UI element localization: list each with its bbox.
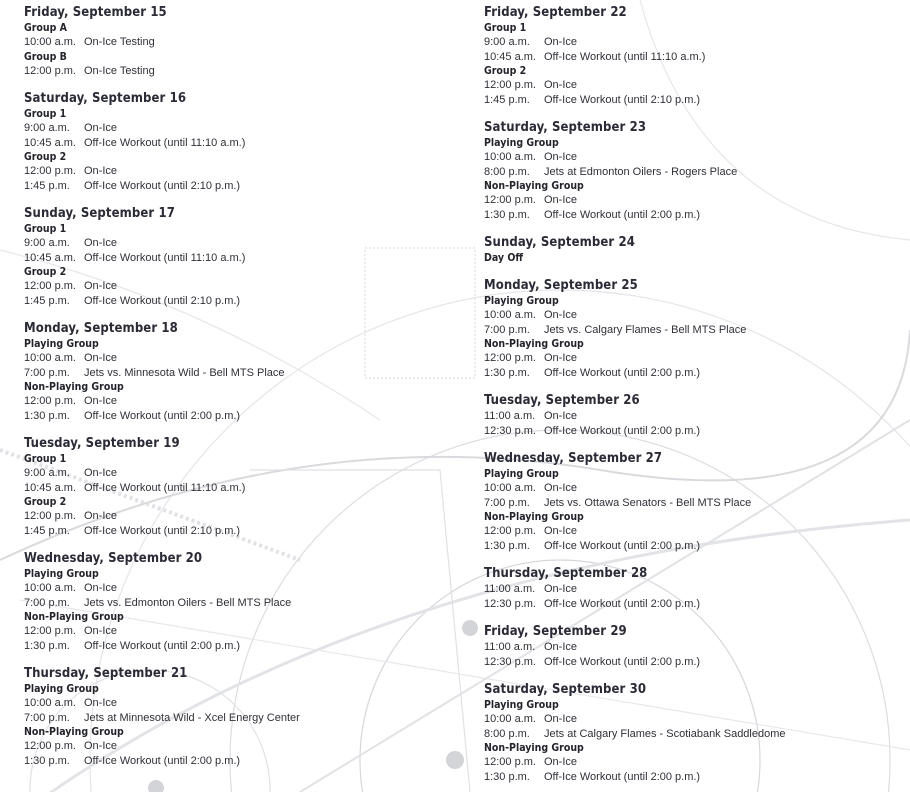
day-title: Wednesday, September 20	[24, 551, 203, 566]
schedule-row	[484, 640, 904, 655]
event-time: 10:45 a.m.	[484, 50, 536, 63]
event-time: 12:00 p.m.	[24, 395, 76, 407]
event-time: 10:00 a.m.	[24, 36, 76, 48]
event-description: On-Ice Testing	[84, 64, 155, 77]
event-description: Off-Ice Workout (until 2:00 p.m.)	[544, 539, 701, 552]
group-label: Playing Group	[24, 568, 99, 580]
group-label: Non-Playing Group	[484, 742, 584, 754]
event-description: On-Ice	[84, 237, 118, 249]
event-time: 7:00 p.m.	[24, 596, 70, 609]
schedule-row	[484, 208, 904, 223]
event-description: Off-Ice Workout (until 2:00 p.m.)	[544, 208, 701, 221]
event-description: Off-Ice Workout (until 2:00 p.m.)	[84, 639, 241, 652]
event-time: 9:00 a.m.	[24, 237, 70, 249]
day-title: Monday, September 25	[484, 278, 638, 293]
event-description: On-Ice	[544, 583, 578, 595]
schedule-row	[24, 366, 444, 381]
event-time: 10:45 a.m.	[24, 251, 76, 264]
schedule-row	[484, 78, 904, 93]
event-description: On-Ice	[544, 36, 578, 48]
event-time: 12:30 p.m.	[484, 424, 536, 437]
event-time: 7:00 p.m.	[484, 496, 530, 509]
schedule-row	[484, 582, 904, 597]
event-description: Jets vs. Ottawa Senators - Bell MTS Place	[544, 496, 752, 509]
event-time: 12:00 p.m.	[24, 280, 76, 292]
event-time: 12:00 p.m.	[24, 165, 76, 177]
event-description: On-Ice	[84, 582, 118, 594]
schedule-row	[484, 481, 904, 496]
schedule-row	[484, 93, 904, 108]
schedule-row	[24, 35, 444, 50]
day-block	[24, 665, 444, 768]
day-block	[484, 565, 904, 611]
group-label: Playing Group	[24, 338, 99, 350]
event-description: Jets vs. Edmonton Oilers - Bell MTS Place	[84, 596, 292, 609]
group-label: Non-Playing Group	[24, 726, 124, 738]
group-label: Non-Playing Group	[24, 381, 124, 393]
event-description: On-Ice	[544, 756, 578, 768]
event-description: Off-Ice Workout (until 2:00 p.m.)	[544, 366, 701, 379]
schedule-row	[24, 279, 444, 294]
day-block	[484, 623, 904, 669]
event-description: Jets at Edmonton Oilers - Rogers Place	[544, 165, 738, 178]
event-description: Off-Ice Workout (until 11:10 a.m.)	[84, 136, 246, 149]
event-time: 1:45 p.m.	[24, 179, 70, 192]
event-description: On-Ice	[544, 79, 578, 91]
event-description: Jets vs. Calgary Flames - Bell MTS Place	[544, 323, 747, 336]
event-description: On-Ice	[84, 740, 118, 752]
group-label: Playing Group	[484, 295, 559, 307]
event-time: 10:00 a.m.	[484, 713, 536, 725]
event-description: On-Ice	[84, 697, 118, 709]
event-description: On-Ice	[544, 641, 578, 653]
group-label: Playing Group	[484, 137, 559, 149]
event-time: 10:00 a.m.	[24, 697, 76, 709]
schedule-row	[484, 424, 904, 439]
event-time: 1:30 p.m.	[484, 539, 530, 552]
event-time: 12:00 p.m.	[484, 525, 536, 537]
group-label: Group 2	[24, 151, 67, 163]
group-label: Group 1	[24, 453, 67, 465]
event-description: On-Ice	[84, 625, 118, 637]
event-time: 1:45 p.m.	[24, 294, 70, 307]
group-label: Non-Playing Group	[484, 338, 584, 350]
event-time: 7:00 p.m.	[484, 323, 530, 336]
event-description: On-Ice	[544, 194, 578, 206]
schedule-row	[24, 121, 444, 136]
event-description: Jets vs. Minnesota Wild - Bell MTS Place	[84, 366, 285, 379]
day-title: Sunday, September 24	[484, 235, 635, 250]
event-time: 12:00 p.m.	[484, 352, 536, 364]
day-title: Saturday, September 16	[24, 91, 187, 106]
event-description: On-Ice	[84, 122, 118, 134]
event-description: Off-Ice Workout (until 2:00 p.m.)	[544, 424, 701, 437]
day-title: Wednesday, September 27	[484, 451, 663, 466]
group-label: Group 2	[484, 65, 527, 77]
event-time: 7:00 p.m.	[24, 711, 70, 724]
event-description: On-Ice Testing	[84, 36, 155, 48]
event-description: On-Ice	[544, 525, 578, 537]
event-time: 11:00 a.m.	[484, 641, 536, 653]
group-label: Group 1	[24, 108, 67, 120]
event-time: 12:00 p.m.	[24, 510, 76, 522]
event-time: 12:30 p.m.	[484, 597, 536, 610]
schedule-row	[484, 366, 904, 381]
event-time: 1:30 p.m.	[24, 639, 70, 652]
event-time: 1:30 p.m.	[24, 409, 70, 422]
schedule-row	[24, 351, 444, 366]
event-time: 7:00 p.m.	[24, 366, 70, 379]
event-description: Off-Ice Workout (until 11:10 a.m.)	[544, 50, 706, 63]
group-label: Non-Playing Group	[24, 611, 124, 623]
event-description: Off-Ice Workout (until 2:10 p.m.)	[84, 179, 241, 192]
group-label: Non-Playing Group	[484, 180, 584, 192]
schedule-row	[24, 466, 444, 481]
schedule-row	[24, 739, 444, 754]
event-description: On-Ice	[544, 482, 578, 494]
event-time: 11:00 a.m.	[484, 583, 536, 595]
event-description: Off-Ice Workout (until 2:00 p.m.)	[544, 655, 701, 668]
event-time: 12:00 p.m.	[24, 64, 76, 77]
schedule-row	[24, 164, 444, 179]
event-description: On-Ice	[544, 309, 578, 321]
group-label: Playing Group	[484, 468, 559, 480]
event-time: 10:00 a.m.	[24, 352, 76, 364]
event-time: 9:00 a.m.	[484, 36, 530, 48]
event-description: Off-Ice Workout (until 2:10 p.m.)	[84, 524, 241, 537]
event-description: On-Ice	[544, 713, 578, 725]
schedule-row	[484, 496, 904, 511]
event-time: 12:00 p.m.	[484, 79, 536, 91]
schedule-row	[484, 323, 904, 338]
day-title: Saturday, September 30	[484, 682, 647, 697]
schedule-row	[24, 581, 444, 596]
event-description: On-Ice	[84, 165, 118, 177]
schedule-row	[484, 770, 904, 785]
event-time: 1:30 p.m.	[484, 770, 530, 783]
event-description: Off-Ice Workout (until 2:10 p.m.)	[544, 93, 701, 106]
event-description: On-Ice	[84, 280, 118, 292]
schedule-row	[24, 596, 444, 611]
group-label: Group 1	[484, 22, 527, 34]
day-title: Thursday, September 21	[24, 666, 188, 681]
day-block	[484, 119, 904, 222]
event-time: 10:00 a.m.	[24, 582, 76, 594]
day-block	[24, 435, 444, 538]
schedule-row	[484, 597, 904, 612]
event-description: On-Ice	[544, 352, 578, 364]
event-time: 1:45 p.m.	[24, 524, 70, 537]
group-label: Group 2	[24, 496, 67, 508]
event-time: 1:30 p.m.	[484, 208, 530, 221]
group-label: Group 2	[24, 266, 67, 278]
event-description: Off-Ice Workout (until 2:00 p.m.)	[544, 597, 701, 610]
event-time: 9:00 a.m.	[24, 467, 70, 479]
day-block	[484, 392, 904, 438]
event-time: 12:00 p.m.	[484, 756, 536, 768]
group-label: Day Off	[484, 252, 524, 264]
event-time: 10:00 a.m.	[484, 482, 536, 494]
day-title: Friday, September 15	[24, 5, 167, 20]
schedule-row	[24, 136, 444, 151]
group-label: Playing Group	[484, 699, 559, 711]
group-label: Group B	[24, 50, 67, 63]
day-block	[24, 90, 444, 193]
schedule-row	[484, 193, 904, 208]
schedule-row	[484, 539, 904, 554]
day-title: Saturday, September 23	[484, 120, 647, 135]
event-time: 8:00 p.m.	[484, 165, 530, 178]
event-description: Off-Ice Workout (until 2:00 p.m.)	[84, 409, 241, 422]
event-description: On-Ice	[544, 151, 578, 163]
schedule-row	[484, 727, 904, 742]
day-block	[24, 4, 444, 78]
event-time: 12:30 p.m.	[484, 655, 536, 668]
day-block	[484, 234, 904, 265]
day-block	[484, 4, 904, 107]
event-description: Off-Ice Workout (until 11:10 a.m.)	[84, 481, 246, 494]
group-label: Group A	[24, 22, 67, 34]
schedule-row	[24, 711, 444, 726]
event-time: 12:00 p.m.	[484, 194, 536, 206]
event-description: Jets at Minnesota Wild - Xcel Energy Center	[84, 711, 300, 724]
schedule-row	[484, 308, 904, 323]
group-label: Playing Group	[24, 683, 99, 695]
schedule-row	[24, 754, 444, 769]
event-description: Off-Ice Workout (until 11:10 a.m.)	[84, 251, 246, 264]
schedule-row	[24, 481, 444, 496]
day-title: Tuesday, September 26	[484, 393, 640, 408]
event-time: 10:00 a.m.	[484, 151, 536, 163]
schedule-row	[484, 50, 904, 65]
event-time: 10:45 a.m.	[24, 481, 76, 494]
day-block	[484, 277, 904, 380]
schedule-row	[24, 509, 444, 524]
event-time: 8:00 p.m.	[484, 727, 530, 740]
schedule-row	[484, 655, 904, 670]
event-time: 9:00 a.m.	[24, 122, 70, 134]
schedule-row	[24, 639, 444, 654]
event-description: Off-Ice Workout (until 2:10 p.m.)	[84, 294, 241, 307]
schedule-row	[484, 351, 904, 366]
schedule-row	[484, 150, 904, 165]
event-description: Off-Ice Workout (until 2:00 p.m.)	[84, 754, 241, 767]
event-time: 1:45 p.m.	[484, 93, 530, 106]
schedule-row	[24, 409, 444, 424]
schedule-row	[24, 394, 444, 409]
day-block	[24, 205, 444, 308]
event-time: 1:30 p.m.	[24, 754, 70, 767]
event-time: 12:00 p.m.	[24, 740, 76, 752]
event-description: Off-Ice Workout (until 2:00 p.m.)	[544, 770, 701, 783]
schedule-row	[24, 179, 444, 194]
schedule-row	[484, 524, 904, 539]
group-label: Non-Playing Group	[484, 511, 584, 523]
schedule-row	[24, 624, 444, 639]
schedule-row	[24, 236, 444, 251]
event-time: 12:00 p.m.	[24, 625, 76, 637]
day-block	[484, 450, 904, 553]
schedule-row	[484, 409, 904, 424]
day-title: Thursday, September 28	[484, 566, 648, 581]
schedule-row	[24, 251, 444, 266]
event-description: On-Ice	[544, 410, 578, 422]
schedule-row	[24, 524, 444, 539]
day-block	[24, 320, 444, 423]
schedule-row	[484, 35, 904, 50]
event-time: 10:00 a.m.	[484, 309, 536, 321]
event-description: On-Ice	[84, 510, 118, 522]
schedule-row	[24, 64, 444, 79]
event-description: On-Ice	[84, 352, 118, 364]
schedule-column-left	[24, 4, 444, 780]
schedule-row	[24, 294, 444, 309]
day-block	[484, 681, 904, 784]
day-title: Monday, September 18	[24, 321, 178, 336]
day-title: Sunday, September 17	[24, 206, 175, 221]
schedule-row	[484, 755, 904, 770]
day-block	[24, 550, 444, 653]
event-time: 11:00 a.m.	[484, 410, 536, 422]
event-description: Jets at Calgary Flames - Scotiabank Saddledome	[544, 727, 786, 740]
schedule-row	[484, 712, 904, 727]
schedule-row	[484, 165, 904, 180]
day-title: Friday, September 29	[484, 624, 627, 639]
schedule-column-right	[484, 4, 904, 796]
day-title: Friday, September 22	[484, 5, 627, 20]
event-description: On-Ice	[84, 395, 118, 407]
event-time: 10:45 a.m.	[24, 136, 76, 149]
group-label: Group 1	[24, 223, 67, 235]
schedule-row	[24, 696, 444, 711]
event-description: On-Ice	[84, 467, 118, 479]
event-time: 1:30 p.m.	[484, 366, 530, 379]
day-title: Tuesday, September 19	[24, 436, 180, 451]
